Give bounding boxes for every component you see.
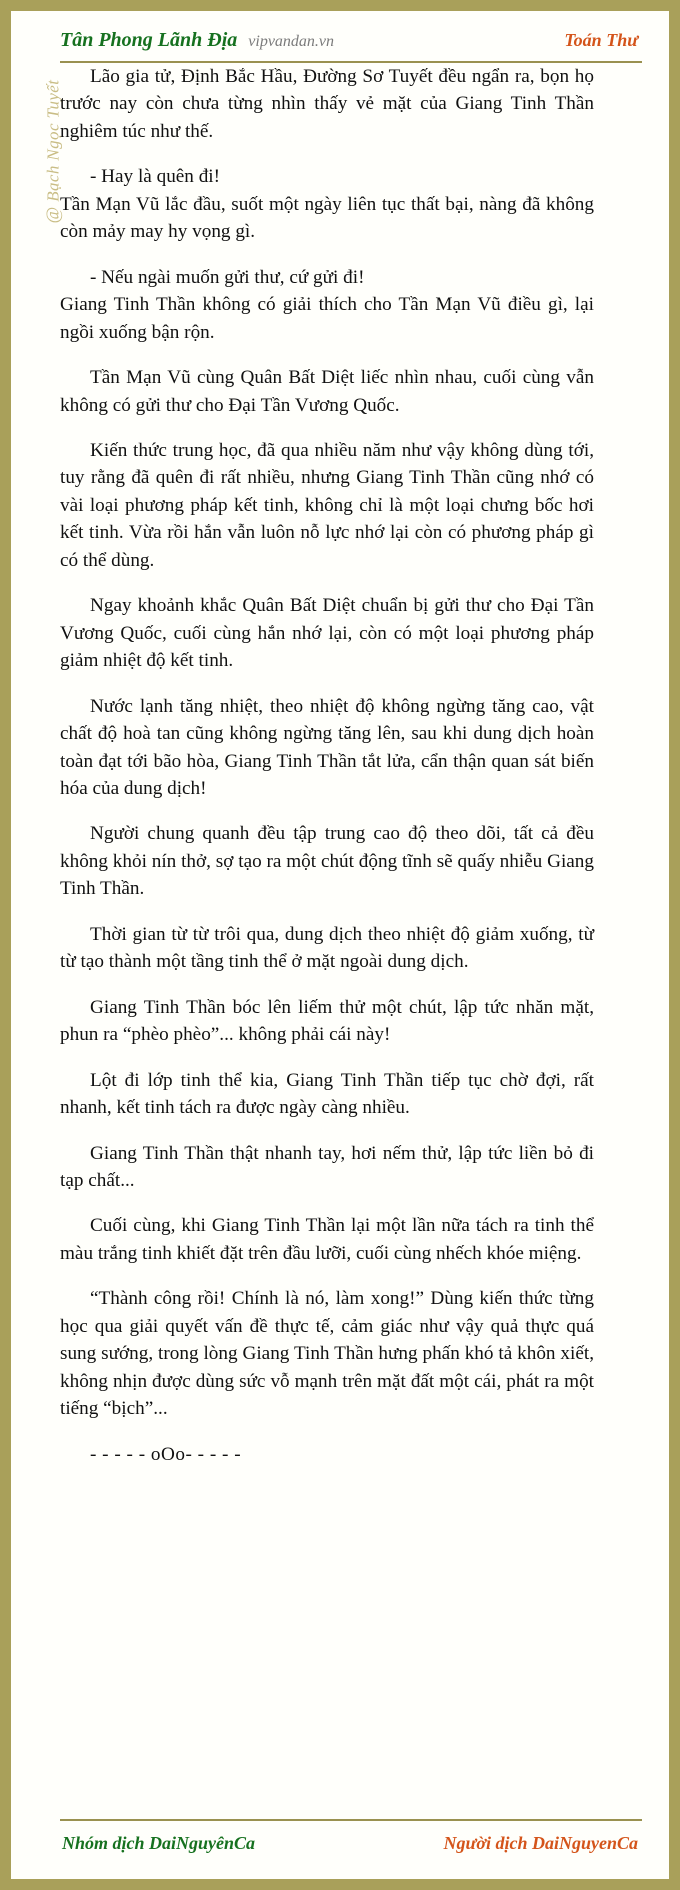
paragraph: - Hay là quên đi! Tần Mạn Vũ lắc đầu, suốt một ngày liên tục thất bại, nàng đã không còn mảy may hy vọng gì. [60, 166, 594, 243]
section-divider: - - - - - oOo- - - - - [90, 1443, 242, 1465]
chapter-body [60, 63, 594, 1468]
at-symbol: @ [42, 206, 63, 224]
paragraph: Giang Tinh Thần bóc lên liếm thử một chút, lập tức nhăn mặt, phun ra “phèo phèo”... không phải cái này! [60, 996, 594, 1046]
paragraph: Ngay khoảnh khắc Quân Bất Diệt chuẩn bị gửi thư cho Đại Tần Vương Quốc, cuối cùng hắn nhớ lại, còn có một loại phương pháp giảm nhiệt độ kết tinh. [60, 595, 594, 672]
translator-credit: Người dịch DaiNguyenCa [443, 1832, 638, 1853]
paragraph: - Nếu ngài muốn gửi thư, cứ gửi đi! Giang Tinh Thần không có giải thích cho Tần Mạn Vũ điều gì, lại ngồi xuống bận rộn. [60, 266, 594, 343]
paragraph: “Thành công rồi! Chính là nó, làm xong!” Dùng kiến thức từng học qua giải quyết vấn đề thực tế, cảm giác như vậy quả thực quá sung sướng, trong lòng Giang Tinh Thần hưng phấn khó tả khôn xiết, không nhịn được dùng sức vỗ mạnh trên mặt đất một cái, phát ra một tiếng “bịch”... [60, 1288, 594, 1420]
paragraph: Lột đi lớp tinh thể kia, Giang Tinh Thần tiếp tục chờ đợi, rất nhanh, kết tinh tách ra được ngày càng nhiều. [60, 1069, 594, 1119]
paragraph: Lão gia tử, Định Bắc Hầu, Đường Sơ Tuyết đều ngẩn ra, bọn họ trước nay còn chưa từng nhìn thấy vẻ mặt của Giang Tinh Thần nghiêm túc như thế. [60, 66, 594, 142]
site-name[interactable]: vipvandan.vn [248, 32, 335, 50]
chapter-title: Toán Thư [564, 29, 638, 50]
translation-group: Nhóm dịch DaiNguyênCa [62, 1832, 256, 1853]
paragraph: Tần Mạn Vũ cùng Quân Bất Diệt liếc nhìn nhau, cuối cùng vẫn không có gửi thư cho Đại Tần Vương Quốc. [60, 367, 594, 416]
page-header [60, 19, 642, 63]
paragraph: Cuối cùng, khi Giang Tinh Thần lại một lần nữa tách ra tinh thể màu trắng tinh khiết đặt trên đầu lưỡi, cuối cùng nhếch khóe miệng. [60, 1215, 594, 1264]
paragraph: Thời gian từ từ trôi qua, dung dịch theo nhiệt độ giảm xuống, từ từ tạo thành một tầng tinh thể ở mặt ngoài dung dịch. [60, 923, 594, 973]
paragraph: Người chung quanh đều tập trung cao độ theo dõi, tất cả đều không khỏi nín thở, sợ tạo ra một chút động tĩnh sẽ quấy nhiễu Giang Tinh Thần. [60, 823, 594, 900]
page-inner [11, 11, 669, 1879]
paragraph: Nước lạnh tăng nhiệt, theo nhiệt độ không ngừng tăng cao, vật chất độ hoà tan cũng không ngừng tăng lên, sau khi dung dịch hoàn toàn đạt tới bão hòa, Giang Tinh Thần tắt lửa, cẩn thận quan sát biến hóa của dung dịch! [60, 695, 594, 799]
paragraph: Giang Tinh Thần thật nhanh tay, hơi nếm thử, lập tức liền bỏ đi tạp chất... [60, 1142, 594, 1191]
paragraph: Kiến thức trung học, đã qua nhiều năm như vậy không dùng tới, tuy rằng đã quên đi rất nhiều, nhưng Giang Tinh Thần cũng nhớ có vài loại phương pháp kết tinh, không chỉ là một loại chưng bốc hơi kết tinh. Vừa rồi hắn vẫn luôn nỗ lực nhớ lại còn có phương pháp gì có thể dùng. [60, 439, 594, 571]
watermark-text: Bạch Ngọc Tuyết [43, 79, 63, 202]
header-left-group [60, 29, 564, 52]
page-footer [60, 1819, 642, 1865]
book-title: Tân Phong Lãnh Địa [60, 28, 238, 51]
